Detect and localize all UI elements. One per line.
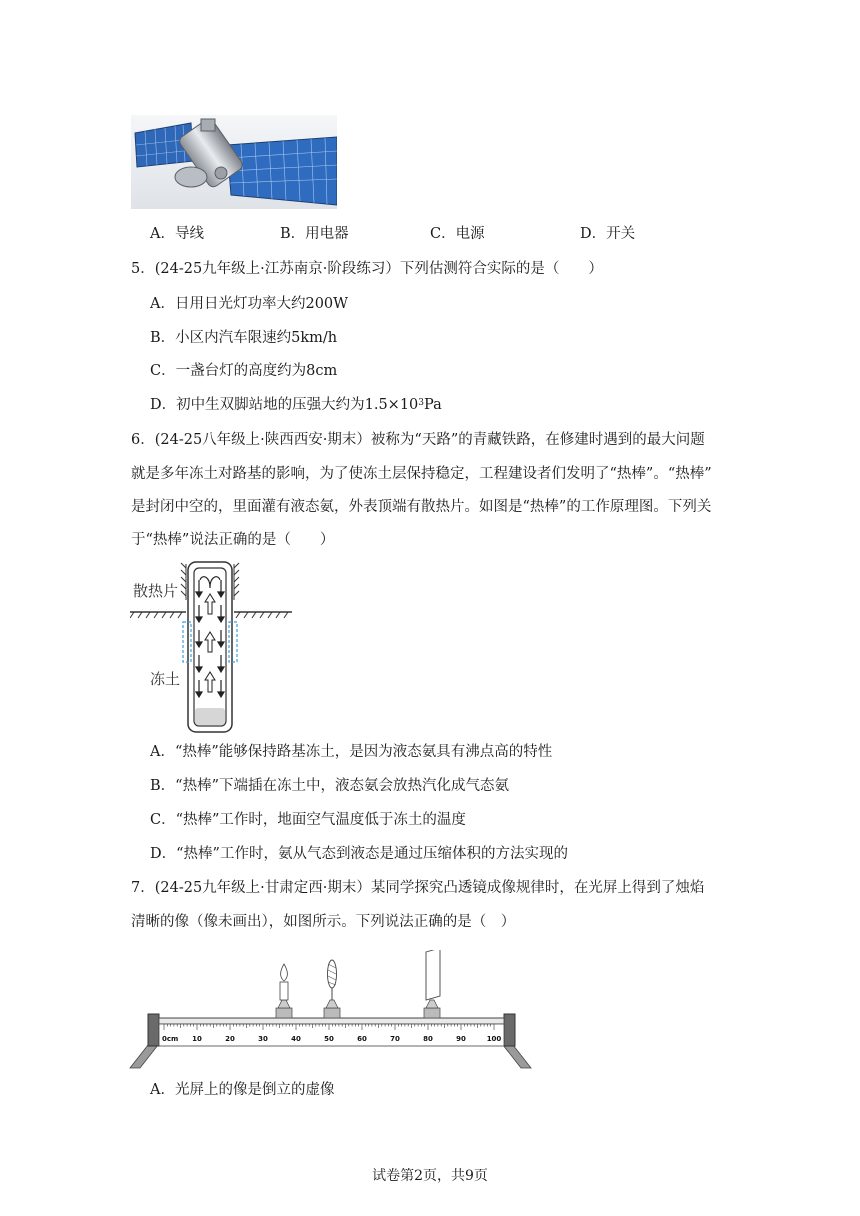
q6-stem-line-3: 是封闭中空的，里面灌有液态氨，外表顶端有散热片。如图是“热棒”的工作原理图。下列关	[131, 499, 712, 515]
satellite-image	[131, 115, 337, 209]
ruler-tick-label: 70	[390, 1035, 400, 1043]
heat-pipe-diagram	[130, 560, 295, 735]
ruler-tick-label: 90	[456, 1035, 466, 1043]
ruler-tick-label: 40	[291, 1035, 301, 1043]
convex-lens	[324, 960, 340, 1018]
q6-option-d: D．“热棒”工作时，氨从气态到液态是通过压缩体积的方法实现的	[150, 846, 568, 862]
q4-option-d: D．开关	[580, 226, 636, 242]
ruler-tick-label: 50	[324, 1035, 334, 1043]
page-footer: 试卷第2页，共9页	[372, 1168, 488, 1184]
q6-stem-line-1: 6．(24-25八年级上·陕西西安·期末）被称为“天路”的青藏铁路，在修建时遇到的最大问题	[131, 432, 705, 448]
ruler-tick-label: 20	[225, 1035, 235, 1043]
frozen-soil-label: 冻土	[150, 670, 181, 688]
q5-option-d: D．初中生双脚站地的压强大约为$1.5\times 10^3Pa$	[150, 397, 442, 413]
q5-option-a: A．日用日光灯功率大约200W	[150, 296, 349, 312]
q4-option-c: C．电源	[430, 226, 485, 242]
light-screen	[424, 950, 440, 1018]
q6-option-c: C．“热棒”工作时，地面空气温度低于冻土的温度	[150, 812, 466, 828]
optical-bench-diagram	[128, 950, 533, 1070]
q6-stem-line-2: 就是多年冻土对路基的影响，为了使冻土层保持稳定，工程建设者们发明了“热棒”。“热棒”	[131, 466, 712, 482]
q6-stem-line-4: 于“热棒”说法正确的是（ ）	[131, 532, 335, 548]
ruler-tick-label: 0cm	[162, 1035, 179, 1043]
ruler-tick-label: 60	[357, 1035, 367, 1043]
fins-label: 散热片	[133, 582, 179, 600]
q5-option-c: C．一盏台灯的高度约为8cm	[150, 363, 338, 379]
q5-option-b: B．小区内汽车限速约5km/h	[150, 330, 338, 346]
q4-option-b: B．用电器	[280, 226, 349, 242]
q5-stem: 5．(24-25九年级上·江苏南京·阶段练习）下列估测符合实际的是（ ）	[131, 261, 603, 277]
ruler-tick-label: 100	[486, 1035, 502, 1043]
ruler-tick-label: 30	[258, 1035, 268, 1043]
q7-option-a: A．光屏上的像是倒立的虚像	[150, 1082, 335, 1098]
ruler-tick-label: 80	[423, 1035, 433, 1043]
candle	[276, 964, 292, 1018]
q6-option-b: B．“热棒”下端插在冻土中，液态氨会放热汽化成气态氨	[150, 778, 509, 794]
q7-stem-line-1: 7．(24-25九年级上·甘肃定西·期末）某同学探究凸透镜成像规律时，在光屏上得到了烛焰	[131, 880, 705, 896]
q7-stem-line-2: 清晰的像（像未画出），如图所示。下列说法正确的是（ ）	[131, 914, 516, 930]
ruler-tick-label: 10	[192, 1035, 202, 1043]
q6-option-a: A．“热棒”能够保持路基冻土，是因为液态氨具有沸点高的特性	[150, 744, 553, 760]
q4-option-a: A．导线	[150, 226, 204, 242]
